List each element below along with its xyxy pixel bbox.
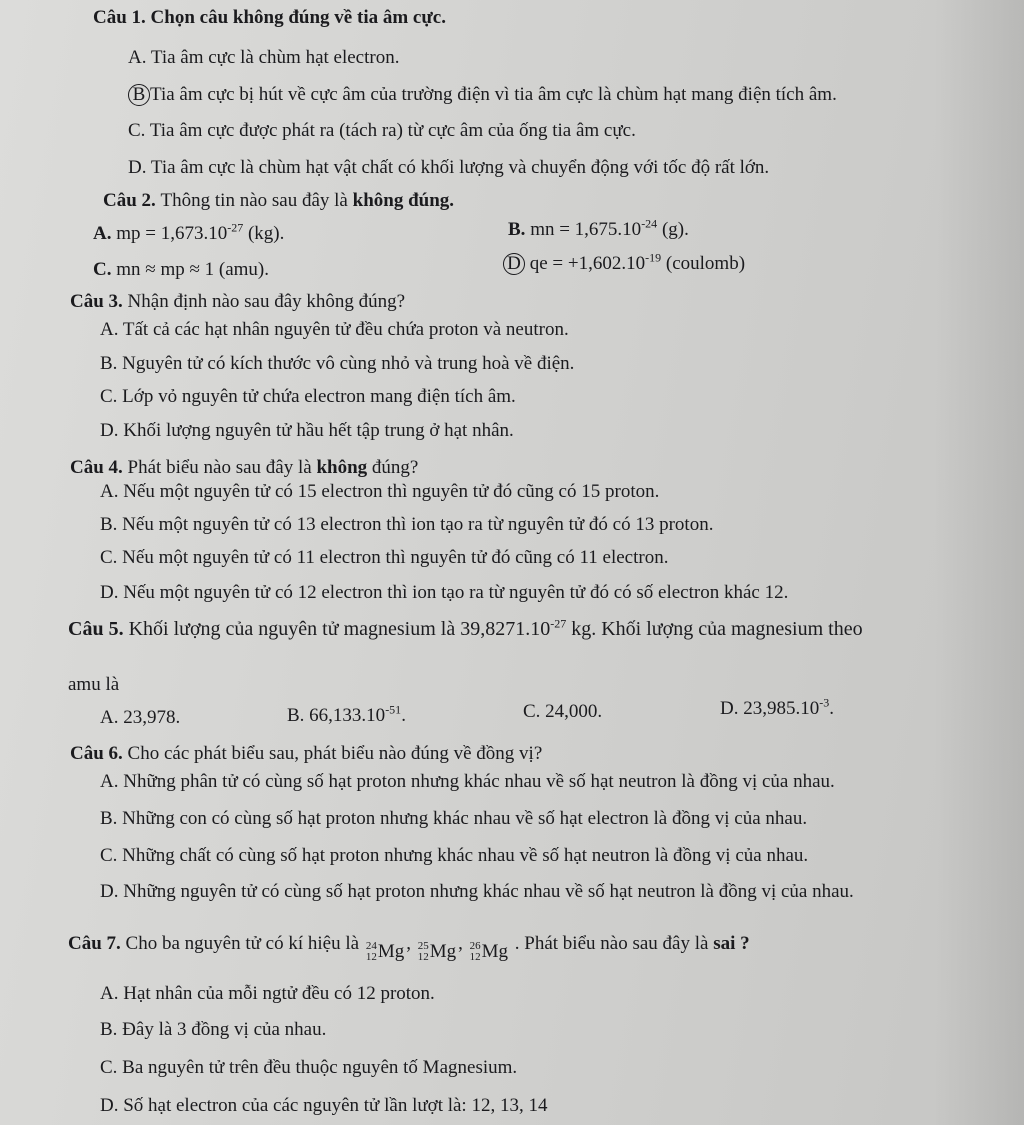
q1-heading bbox=[93, 6, 446, 30]
q1-option-b-text: Tia âm cực bị hút về cực âm của trường điện vì tia âm cực là chùm hạt mang điện tích âm. bbox=[150, 84, 837, 105]
q5-text-line2: amu là bbox=[68, 674, 120, 695]
q2-option-c: C. mn ≈ mp ≈ 1 (amu). bbox=[93, 259, 270, 280]
q3-option-b: B. Nguyên tử có kích thước vô cùng nhỏ và trung hoà về điện. bbox=[100, 353, 575, 374]
q5-text-end: kg. Khối lượng của magnesium theo bbox=[571, 618, 863, 640]
q4-heading bbox=[70, 456, 418, 480]
q4-option-d: D. Nếu một nguyên tử có 12 electron thì ion tạo ra từ nguyên tử đó có số electron khác 12. bbox=[100, 582, 789, 603]
q2-text-bold: không đúng. bbox=[352, 190, 455, 211]
q2-text: Thông tin nào sau đây là bbox=[160, 190, 348, 211]
q6-option-a: A. Những phân tử có cùng số hạt proton nhưng khác nhau về số hạt neutron là đồng vị của nhau. bbox=[100, 771, 835, 792]
q4-text-bold: không bbox=[316, 457, 368, 478]
q2-option-d-circled-letter: D bbox=[503, 253, 525, 275]
q5-option-d: D. $23,985.10^{-3}$. bbox=[720, 695, 834, 719]
q1-option-b-circled-letter: B bbox=[128, 84, 150, 106]
q6-option-b: B. Những con có cùng số hạt proton nhưng khác nhau về số hạt electron là đồng vị của nhau. bbox=[100, 808, 808, 829]
q2-title: Câu 2. bbox=[103, 190, 156, 211]
q7-option-c: C. Ba nguyên tử trên đều thuộc nguyên tố Magnesium. bbox=[100, 1057, 518, 1078]
page-shadow bbox=[934, 0, 1024, 1125]
q7-option-b: B. Đây là 3 đồng vị của nhau. bbox=[100, 1019, 327, 1040]
q7-isotope-mg24: 24 12 Mg bbox=[365, 940, 405, 963]
q1-title: Câu 1. bbox=[93, 7, 146, 28]
q7-text: Cho ba nguyên tử có kí hiệu là bbox=[125, 933, 360, 954]
q7-text-bold: sai ? bbox=[713, 933, 750, 954]
q7-heading: Câu 7. Cho ba nguyên tử có kí hiệu là 24 12 Mg , 25 12 Mg , 26 12 Mg . Phát biểu nào sau đây là sai ? bbox=[68, 933, 750, 963]
q2-option-d: D qe = $+1,602.10^{-19}$ (coulomb) bbox=[503, 252, 745, 276]
q4-text-end: đúng? bbox=[371, 457, 419, 478]
q3-option-a: A. Tất cả các hạt nhân nguyên tử đều chứa proton và neutron. bbox=[100, 319, 569, 340]
q2-option-b: B. mn = $1,675.10^{-24}$ (g). bbox=[508, 216, 689, 240]
q4-option-a: A. Nếu một nguyên tử có 15 electron thì nguyên tử đó cũng có 15 proton. bbox=[100, 481, 660, 502]
q4-option-b: B. Nếu một nguyên tử có 13 electron thì ion tạo ra từ nguyên tử đó có 13 proton. bbox=[100, 514, 714, 535]
q5-option-b: B. $66,133.10^{-51}$. bbox=[287, 702, 406, 726]
q1-text: Chọn câu không đúng về tia âm cực. bbox=[150, 7, 446, 28]
q3-title: Câu 3. bbox=[70, 291, 123, 312]
q6-heading bbox=[70, 742, 542, 766]
q3-heading bbox=[70, 290, 405, 314]
q6-option-c: C. Những chất có cùng số hạt proton nhưng khác nhau về số hạt neutron là đồng vị của nhau. bbox=[100, 845, 809, 866]
q3-text: Nhận định nào sau đây không đúng? bbox=[127, 291, 406, 312]
q1-option-c: C. Tia âm cực được phát ra (tách ra) từ cực âm của ống tia âm cực. bbox=[128, 120, 636, 141]
q6-text: Cho các phát biểu sau, phát biểu nào đúng về đồng vị? bbox=[127, 743, 543, 764]
q1-option-a: A. Tia âm cực là chùm hạt electron. bbox=[128, 47, 400, 68]
q2-heading bbox=[103, 189, 454, 213]
q4-title: Câu 4. bbox=[70, 457, 123, 478]
q6-title: Câu 6. bbox=[70, 743, 123, 764]
q3-option-d: D. Khối lượng nguyên tử hầu hết tập trung ở hạt nhân. bbox=[100, 420, 514, 441]
q6-option-d: D. Những nguyên tử có cùng số hạt proton nhưng khác nhau về số hạt neutron là đồng vị của nhau. bbox=[100, 881, 854, 902]
q5-heading: Câu 5. Khối lượng của nguyên tử magnesium là $39,8271.10^{-27}$ kg. Khối lượng của magnesium theo bbox=[68, 616, 863, 640]
q2-option-a: A. mp = $1,673.10^{-27}$ (kg). bbox=[93, 220, 285, 244]
q5-option-a: A. 23,978. bbox=[100, 707, 181, 728]
q4-text: Phát biểu nào sau đây là bbox=[127, 457, 312, 478]
q7-text-end: . Phát biểu nào sau đây là bbox=[514, 933, 709, 954]
q7-isotope-mg25: 25 12 Mg bbox=[417, 940, 457, 963]
q1-option-b bbox=[128, 83, 837, 107]
q7-isotope-mg26: 26 12 Mg bbox=[469, 940, 509, 963]
q7-option-d: D. Số hạt electron của các nguyên tử lần lượt là: 12, 13, 14 bbox=[100, 1095, 548, 1116]
q1-option-d: D. Tia âm cực là chùm hạt vật chất có khối lượng và chuyển động với tốc độ rất lớn. bbox=[128, 157, 770, 178]
q5-title: Câu 5. bbox=[68, 618, 124, 640]
q7-option-a: A. Hạt nhân của mỗi ngtử đều có 12 proton. bbox=[100, 983, 435, 1004]
q7-title: Câu 7. bbox=[68, 933, 121, 954]
q4-option-c: C. Nếu một nguyên tử có 11 electron thì nguyên tử đó cũng có 11 electron. bbox=[100, 547, 669, 568]
q5-option-c: C. 24,000. bbox=[523, 701, 603, 722]
q5-text: Khối lượng của nguyên tử magnesium là 39,8271.10 bbox=[128, 618, 551, 640]
q3-option-c: C. Lớp vỏ nguyên tử chứa electron mang điện tích âm. bbox=[100, 386, 516, 407]
